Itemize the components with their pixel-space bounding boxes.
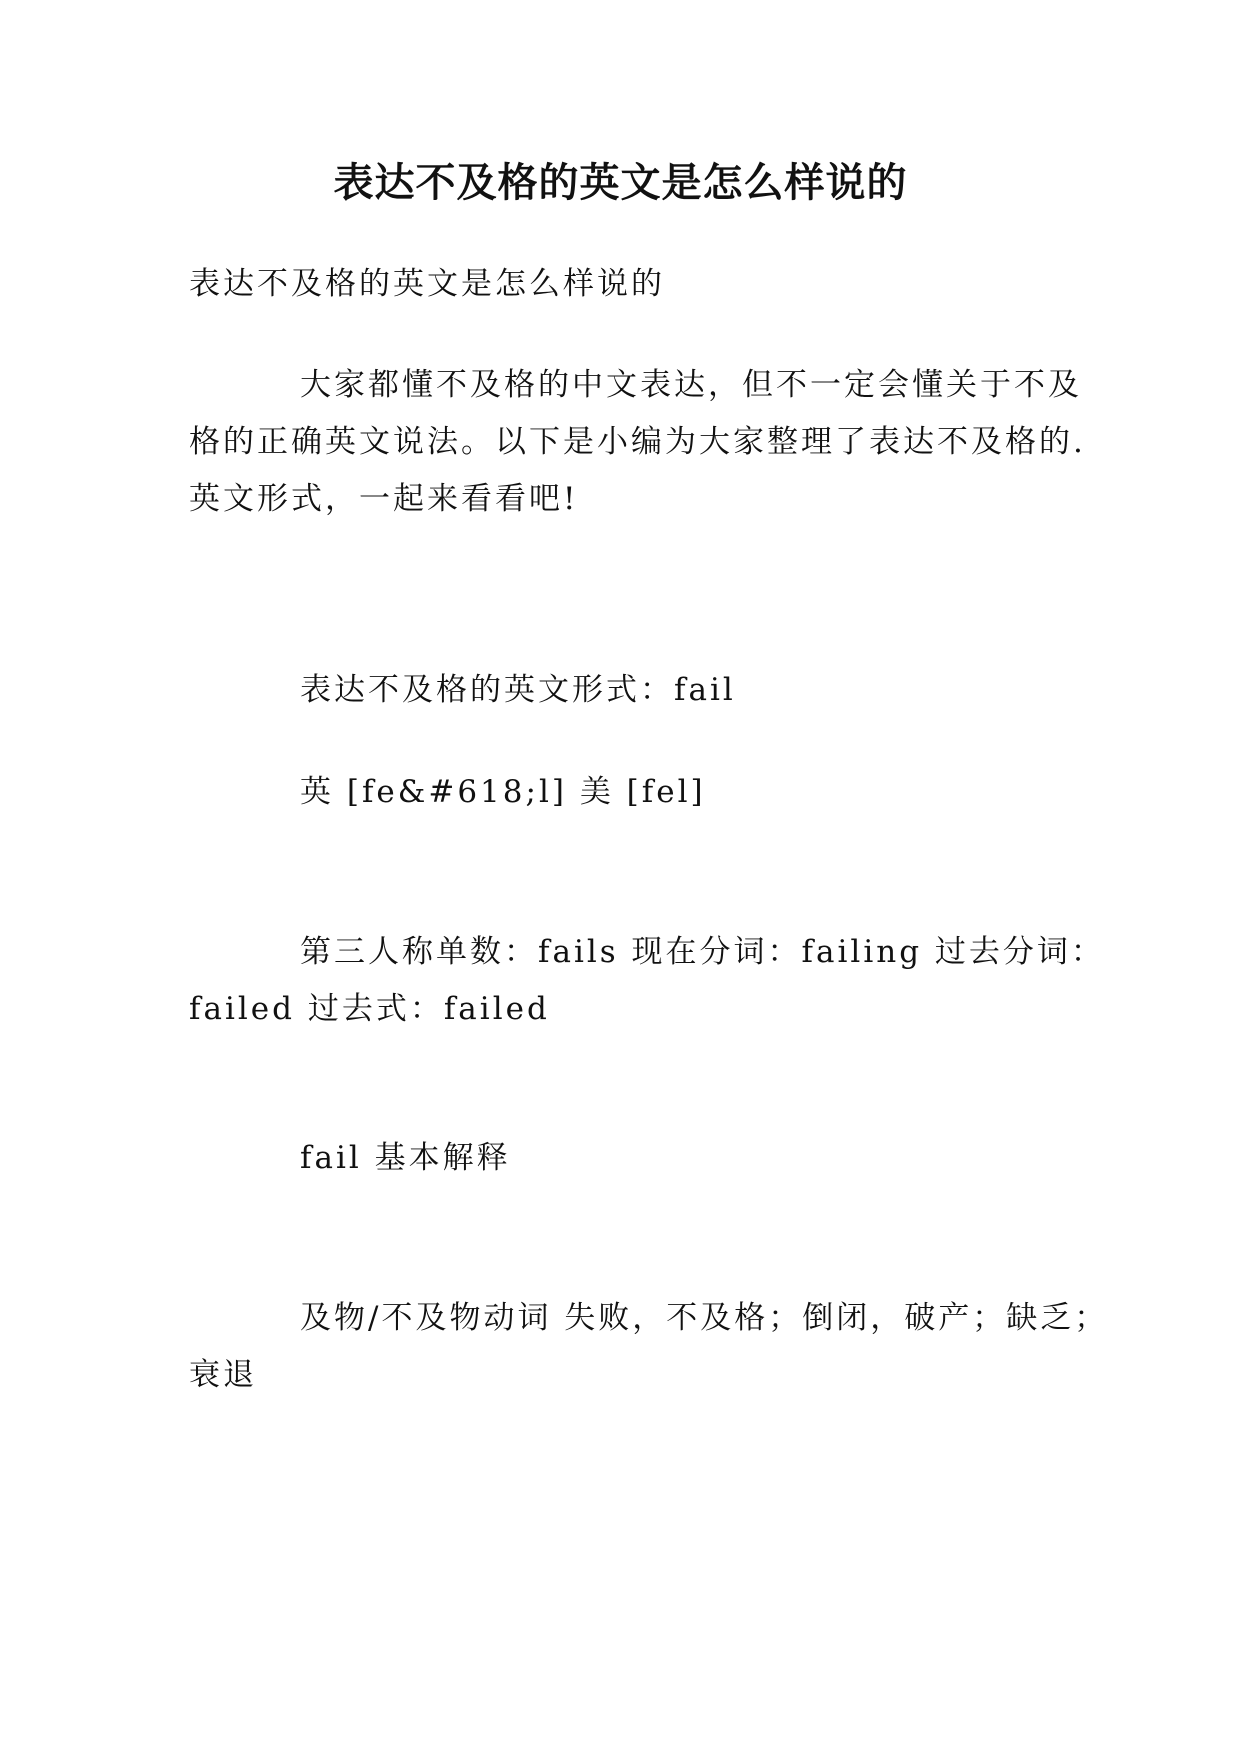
document-title: 表达不及格的英文是怎么样说的 [333, 160, 908, 206]
english-form-line: 表达不及格的英文形式：fail [300, 672, 736, 708]
definition-line-1: 及物/不及物动词 失败，不及格；倒闭，破产；缺乏； [300, 1300, 1109, 1336]
pronunciation-line: 英 [fe&#618;l] 美 [fel] [300, 774, 706, 810]
intro-line-1: 大家都懂不及格的中文表达，但不一定会懂关于不及 [300, 367, 1082, 403]
inflection-line-2: failed 过去式：failed [189, 991, 550, 1027]
definition-line-2: 衰退 [189, 1357, 257, 1393]
intro-line-2: 格的正确英文说法。以下是小编为大家整理了表达不及格的. [189, 424, 1086, 460]
basic-definition-heading: fail 基本解释 [300, 1140, 511, 1176]
subtitle-line: 表达不及格的英文是怎么样说的 [189, 266, 665, 302]
intro-line-3: 英文形式，一起来看看吧! [189, 481, 579, 517]
inflection-line-1: 第三人称单数：fails 现在分词：failing 过去分词： [300, 934, 1105, 970]
